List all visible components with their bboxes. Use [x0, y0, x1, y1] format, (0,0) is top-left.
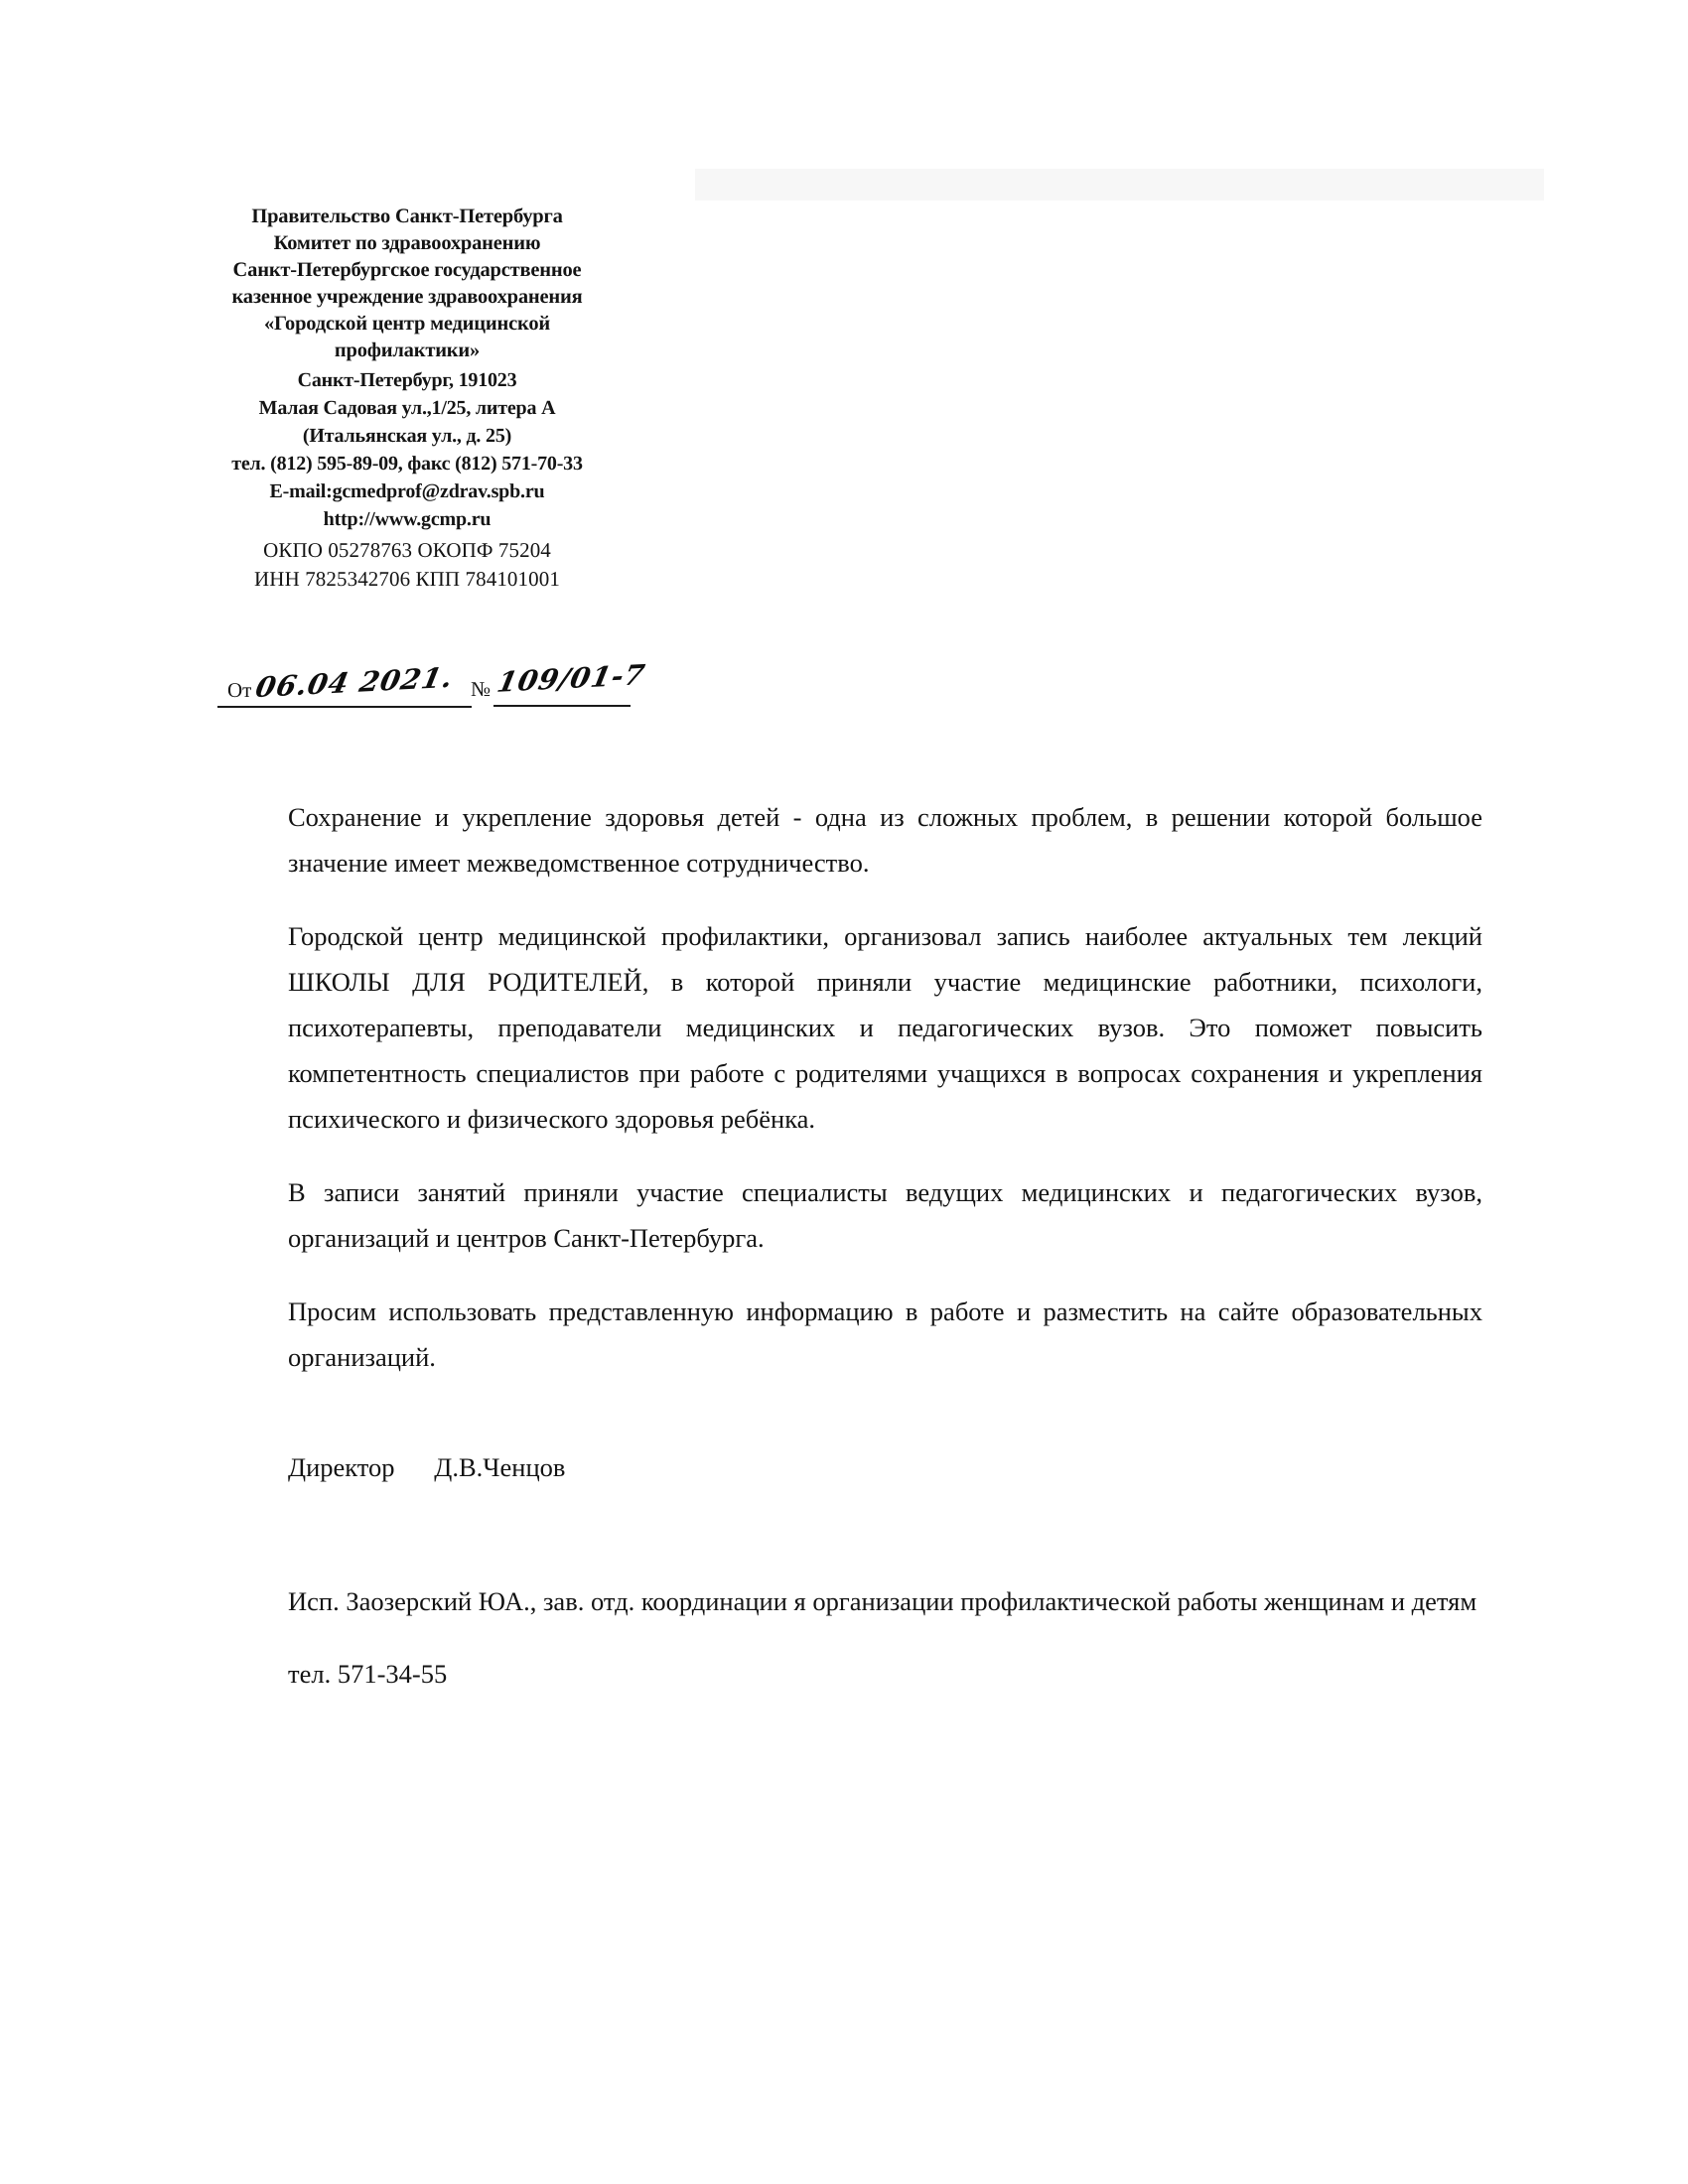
letterhead — [184, 204, 631, 594]
letterhead-org-line: профилактики» — [334, 340, 481, 361]
letterhead-address-line: Малая Садовая ул.,1/25, литера А — [258, 397, 556, 419]
body-paragraph: Сохранение и укрепление здоровья детей - одна из сложных проблем, в решении которой большое значение имеет межведомственное сотрудничество. — [288, 802, 1482, 878]
letterhead-email-line: E-mail:gcmedprof@zdrav.spb.ru — [269, 480, 545, 502]
letterhead-okpo-okopf: ОКПО 05278763 ОКОПФ 75204 — [263, 538, 551, 562]
letter-body — [288, 794, 1482, 1694]
body-paragraph: Просим использовать представленную информацию в работе и разместить на сайте образовательных организаций. — [288, 1297, 1482, 1372]
letterhead-org-line: «Городской центр медицинской — [263, 313, 551, 335]
letterhead-website-line: http://www.gcmp.ru — [323, 508, 492, 530]
handwritten-date: 06.04 2021. — [252, 660, 457, 705]
letterhead-org-line: Правительство Санкт-Петербурга — [251, 205, 563, 227]
letterhead-inn-kpp: ИНН 7825342706 КПП 784101001 — [254, 567, 560, 591]
body-paragraph: Городской центр медицинской профилактики, организовал запись наиболее актуальных тем лекций ШКОЛЫ ДЛЯ РОДИТЕЛЕЙ, в которой приняли участие медицинские работники, психологи, психотерапевты, преподаватели медицинских и педагогических вузов. Это поможет повысить компетентность специалистов при работе с родителями учащихся в вопросах сохранения и укрепления психического и физического здоровья ребёнка. — [288, 921, 1482, 1134]
letterhead-phone-line: тел. (812) 595-89-09, факс (812) 571-70-33 — [231, 453, 583, 475]
letterhead-address-line: Санкт-Петербург, 191023 — [297, 369, 517, 391]
letterhead-registration-codes — [184, 536, 631, 594]
handwritten-number: 109/01-7 — [493, 658, 648, 699]
number-label: № — [471, 677, 492, 701]
number-underline — [493, 705, 631, 707]
letterhead-address — [184, 366, 631, 533]
letterhead-org-line: Комитет по здравоохранению — [273, 232, 541, 254]
executor-phone: тел. 571-34-55 — [288, 1659, 448, 1689]
from-label: От — [227, 678, 252, 702]
reference-line — [213, 650, 648, 720]
scan-artifact-band — [695, 169, 1544, 201]
letterhead-org-line: казенное учреждение здравоохранения — [231, 286, 583, 308]
letterhead-address-line: (Итальянская ул., д. 25) — [302, 425, 512, 447]
letterhead-org-line: Санкт-Петербургское государственное — [232, 259, 582, 281]
body-paragraph: В записи занятий приняли участие специалисты ведущих медицинских и педагогических вузов, организаций и центров Санкт-Петербурга. — [288, 1177, 1482, 1253]
letterhead-organization — [184, 204, 631, 364]
signature-line: Директор Д.В.Ченцов — [288, 1452, 566, 1482]
executor-line: Исп. Заозерский ЮА., зав. отд. координации я организации профилактической работы женщинам и детям — [288, 1586, 1477, 1616]
executor-block — [288, 1578, 1482, 1694]
date-underline — [217, 706, 472, 708]
